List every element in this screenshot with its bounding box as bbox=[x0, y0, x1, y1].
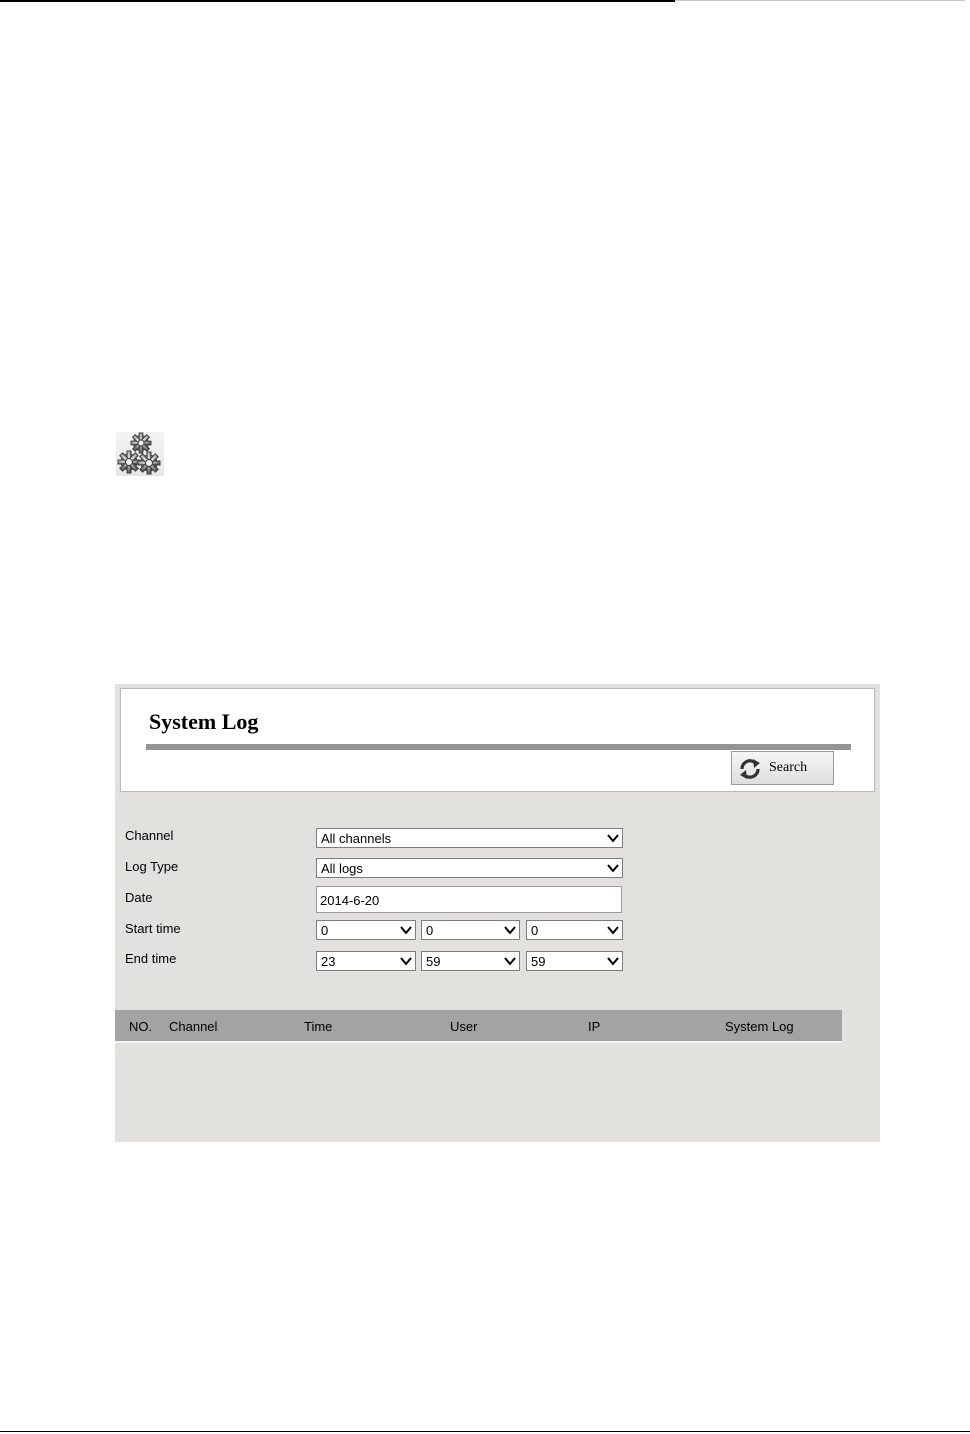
start-hour-value: 0 bbox=[321, 923, 329, 938]
start-second-select[interactable] bbox=[526, 920, 623, 940]
date-input-value: 2014-6-20 bbox=[320, 893, 380, 908]
end-second-select[interactable] bbox=[526, 951, 623, 971]
start-minute-select[interactable] bbox=[421, 920, 520, 940]
chevron-down-icon bbox=[400, 925, 412, 935]
log-type-select[interactable] bbox=[316, 858, 623, 878]
column-header-channel: Channel bbox=[169, 1019, 218, 1034]
chevron-down-icon bbox=[607, 833, 619, 843]
end-hour-select[interactable] bbox=[316, 951, 416, 971]
chevron-down-icon bbox=[504, 956, 516, 966]
column-header-time: Time bbox=[304, 1019, 333, 1034]
end-hour-value: 23 bbox=[321, 954, 336, 969]
date-label: Date bbox=[125, 890, 153, 905]
chevron-down-icon bbox=[607, 956, 619, 966]
channel-select-value: All channels bbox=[321, 831, 392, 846]
chevron-down-icon bbox=[607, 863, 619, 873]
chevron-down-icon bbox=[504, 925, 516, 935]
start-minute-value: 0 bbox=[426, 923, 434, 938]
system-log-panel bbox=[115, 684, 880, 1142]
page-top-rule-light bbox=[675, 0, 965, 1]
log-type-select-value: All logs bbox=[321, 861, 363, 876]
gears-icon bbox=[116, 432, 164, 476]
panel-header bbox=[120, 688, 875, 792]
refresh-icon bbox=[737, 757, 763, 781]
page-top-rule bbox=[0, 0, 675, 2]
start-hour-select[interactable] bbox=[316, 920, 416, 940]
chevron-down-icon bbox=[607, 925, 619, 935]
title-divider bbox=[146, 744, 851, 750]
page-bottom-rule bbox=[0, 1431, 970, 1432]
column-header-no: NO. bbox=[129, 1019, 153, 1034]
search-button[interactable] bbox=[731, 751, 834, 785]
column-header-ip: IP bbox=[588, 1019, 601, 1034]
log-table-header bbox=[115, 1010, 842, 1043]
channel-select[interactable] bbox=[316, 828, 623, 848]
end-time-label: End time bbox=[125, 951, 177, 966]
start-time-label: Start time bbox=[125, 921, 181, 936]
end-minute-select[interactable] bbox=[421, 951, 520, 971]
start-second-value: 0 bbox=[531, 923, 539, 938]
date-input[interactable] bbox=[316, 886, 622, 913]
channel-label: Channel bbox=[125, 828, 174, 843]
log-type-label: Log Type bbox=[125, 859, 179, 874]
search-button-label: Search bbox=[769, 760, 808, 775]
end-second-value: 59 bbox=[531, 954, 546, 969]
column-header-system-log: System Log bbox=[725, 1019, 794, 1034]
chevron-down-icon bbox=[400, 956, 412, 966]
column-header-user: User bbox=[450, 1019, 478, 1034]
page-title: System Log bbox=[149, 709, 259, 734]
end-minute-value: 59 bbox=[426, 954, 441, 969]
